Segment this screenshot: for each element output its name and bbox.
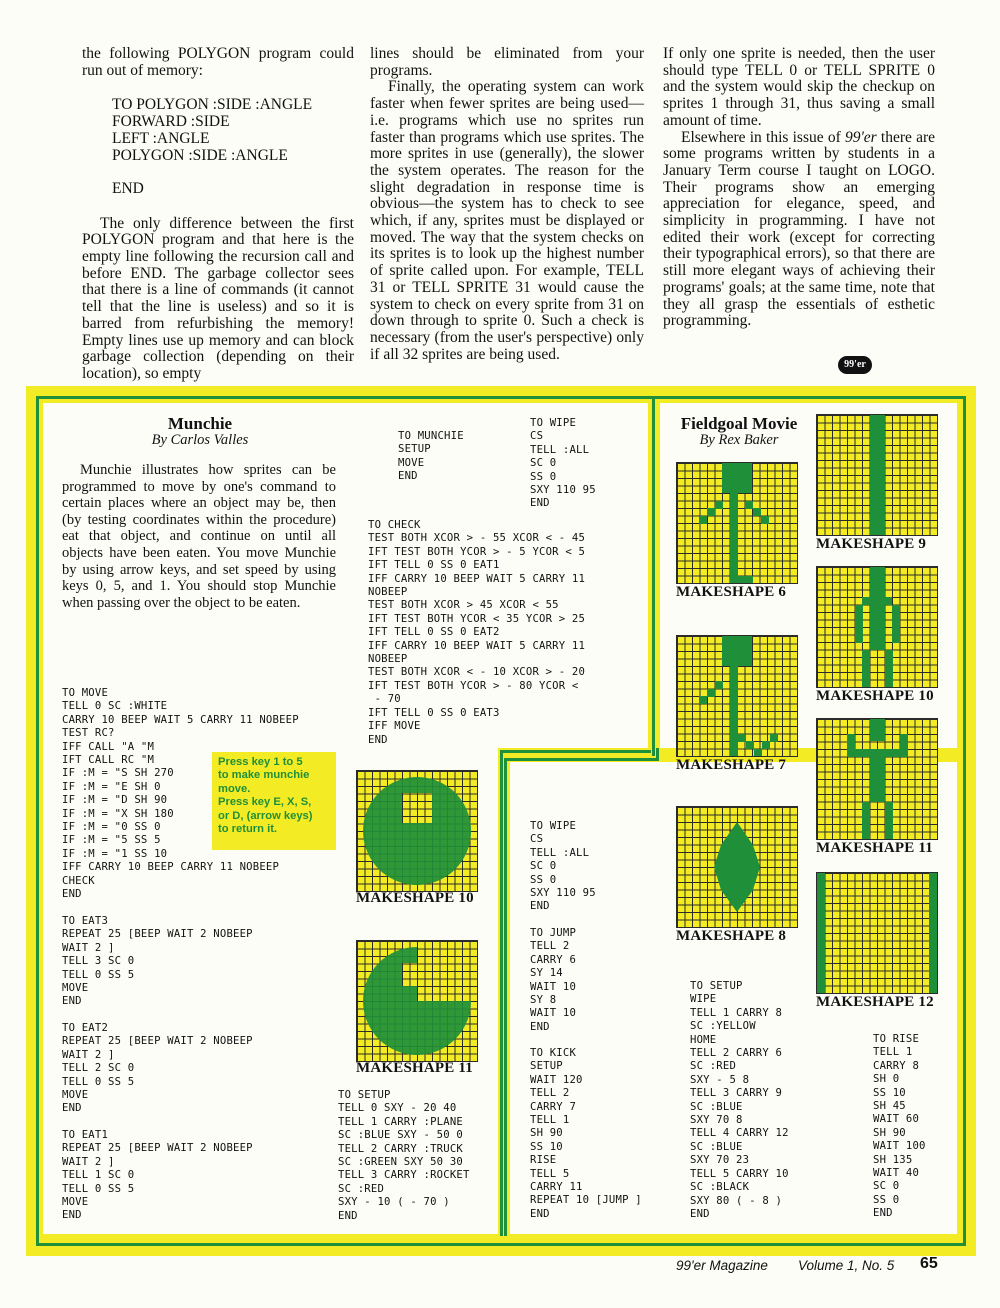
note-line: Press key E, X, S,: [218, 796, 312, 809]
code-to-munchie: TO MUNCHIE SETUP MOVE END: [398, 430, 464, 483]
munchie-open-sprite-drawing: [357, 941, 477, 1061]
code-to-move: TO MOVE TELL 0 SC :WHITE CARRY 10 BEEP WAIT 5 CARRY 11 NOBEEP TEST RC? IFF CALL "A "M IFT CALL RC "M IF :M = "S SH 270 IF :M = "E SH 0 IF :M = "D SH 90 IF :M = "X SH 180 IF :M = "0 SS 0 IF :M = "5 SS 5 IF :M = "1 SS 10 IFF CARRY 10 BEEP CARRY 11 NOBEEP CHECK END: [62, 687, 299, 901]
code-to-eat1: TO EAT1 REPEAT 25 [BEEP WAIT 2 NOBEEP WAIT 2 ] TELL 1 SC 0 TELL 0 SS 5 MOVE END: [62, 1129, 253, 1222]
fieldgoal-code-to-kick: TO KICK SETUP WAIT 120 TELL 2 CARRY 7 TELL 1 SH 90 SS 10 RISE TELL 5 CARRY 11 REPEAT 10 [JUMP ] END: [530, 1047, 642, 1220]
code-to-check: TO CHECK TEST BOTH XCOR > - 55 XCOR < - 45 IFT TEST BOTH YCOR > - 5 YCOR < 5 IFT TELL 0 SS 0 EAT1 IFF CARRY 10 BEEP WAIT 5 CARRY 11 NOBEEP TEST BOTH XCOR > 45 XCOR < 55 IFT TEST BOTH YCOR < 35 YCOR > 25 IFT TELL 0 SS 0 EAT2 IFF CARRY 10 BEEP WAIT 5 CARRY 11 NOBEEP TEST BOTH XCOR < - 10 XCOR > - 20 IFT TEST BOTH YCOR > - 80 YCOR < - 70 IFT TELL 0 SS 0 EAT3 IFF MOVE END: [368, 519, 586, 746]
frame-rule: [500, 750, 503, 1236]
makeshape-11-caption: MAKESHAPE 11: [356, 1060, 473, 1076]
note-line: or D, (arrow keys): [218, 809, 313, 822]
paragraph: the following POLYGON program could run out of memory:: [82, 45, 354, 79]
stick-figure-arms-up-drawing: [817, 719, 937, 839]
frame-rule: [656, 748, 659, 761]
paragraph: If only one sprite is needed, then the user should type TELL 0 or TELL SPRITE 0 and the system would skip the checkup on sprites 1 through 31, thus saving a small amount of time.: [663, 45, 935, 129]
makeshape-10-fieldgoal-grid: [816, 566, 938, 688]
fieldgoal-code-to-wipe: TO WIPE CS TELL :ALL SC 0 SS 0 SXY 110 95 END: [530, 820, 596, 913]
makeshape-8-caption: MAKESHAPE 8: [676, 928, 787, 944]
code-line: TO POLYGON :SIDE :ANGLE: [112, 96, 313, 114]
footer-magazine: 99'er Magazine: [676, 1258, 768, 1273]
makeshape-9-caption: MAKESHAPE 9: [816, 536, 927, 552]
makeshape-9-grid: [816, 414, 938, 536]
fieldgoal-code-to-setup: TO SETUP WIPE TELL 1 CARRY 8 SC :YELLOW HOME TELL 2 CARRY 6 SC :RED SXY - 5 8 TELL 3 CARRY 9 SC :BLUE SXY 70 8 TELL 4 CARRY 12 SC :BLUE SXY 70 23 TELL 5 CARRY 10 SC :BLACK SXY 80 ( - 8 ) END: [690, 980, 789, 1220]
article-column-2: [370, 46, 644, 363]
note-line: Press key 1 to 5: [218, 756, 303, 768]
frame-rule: [500, 750, 651, 753]
frame-rule: [36, 1243, 966, 1246]
makeshape-11-fieldgoal-grid: [816, 718, 938, 840]
paragraph: [663, 130, 935, 330]
makeshape-6-grid: [676, 462, 798, 584]
code-line: POLYGON :SIDE :ANGLE: [112, 146, 288, 164]
fieldgoal-code-to-rise: TO RISE TELL 1 CARRY 8 SH 0 SS 10 SH 45 WAIT 60 SH 90 WAIT 100 SH 135 WAIT 40 SC 0 SS 0 END: [873, 1033, 926, 1220]
code-line: END: [112, 179, 144, 197]
paragraph: Finally, the operating system can work faster when fewer sprites are being used—i.e. programs which use no sprites run faster than programs which use sprites. The more sprites in use (generally), the slower the system operates. The reason for the slight degradation in response time is obvious—the system has to check to see which, if any, sprites must be displayed or moved. The way that the system checks on its sprites is to look up the highest number of sprite called upon. For example, TELL 31 or TELL SPRITE 31 would cause the system to check on every sprite from 31 on down through to sprite 0. Such a check is necessary (from the user's perspective) only if all 32 sprites are being used.: [370, 78, 644, 363]
fieldgoal-title: Fieldgoal Movie: [680, 414, 798, 433]
frame-rule: [504, 758, 659, 761]
magazine-name: 99'er: [844, 128, 877, 146]
code-to-setup: TO SETUP TELL 0 SXY - 20 40 TELL 1 CARRY :PLANE SC :BLUE SXY - 50 0 TELL 2 CARRY :TRUCK SC :GREEN SXY 50 30 TELL 3 CARRY :ROCKET SC :RED SXY - 10 ( - 70 ) END: [338, 1089, 470, 1222]
article-column-1: [82, 46, 354, 383]
code-to-eat3: TO EAT3 REPEAT 25 [BEEP WAIT 2 NOBEEP WAIT 2 ] TELL 3 SC 0 TELL 0 SS 5 MOVE END: [62, 915, 253, 1008]
frame-rule: [504, 758, 507, 1236]
fieldgoal-byline: By Rex Baker: [699, 432, 779, 448]
makeshape-10-fieldgoal-caption: MAKESHAPE 10: [816, 688, 934, 704]
frame-rule: [652, 396, 655, 756]
munchie-description: Munchie illustrates how sprites can be programmed to move by one's command to certain places where an object may be, then (by testing coordinates within the procedure) eat that object, and continue on until all objects have been eaten. You move Munchie by using arrow keys, and set speed by using keys 0, 5, and 1. You should stop Munchie when passing over the object to be eaten.: [62, 462, 336, 611]
note-line: to make munchie: [218, 769, 310, 782]
fieldgoal-code-to-jump: TO JUMP TELL 2 CARRY 6 SY 14 WAIT 10 SY 8 WAIT 10 END: [530, 927, 577, 1033]
frame-rule: [36, 396, 39, 1246]
makeshape-12-grid: [816, 872, 938, 994]
makeshape-10-caption: MAKESHAPE 10: [356, 890, 474, 906]
code-to-wipe: TO WIPE CS TELL :ALL SC 0 SS 0 SXY 110 95 END: [530, 417, 596, 510]
end-mark-logo: 99'er: [838, 356, 872, 374]
stick-figure-standing-drawing: [677, 463, 797, 583]
munchie-byline: By Carlos Valles: [151, 432, 249, 448]
stick-figure-arms-down-drawing: [817, 567, 937, 687]
footer-volume: Volume 1, No. 5: [798, 1258, 895, 1273]
code-to-eat2: TO EAT2 REPEAT 25 [BEEP WAIT 2 NOBEEP WAIT 2 ] TELL 2 SC 0 TELL 0 SS 5 MOVE END: [62, 1022, 253, 1115]
code-line: LEFT :ANGLE: [112, 129, 210, 147]
text-run: Elsewhere in this issue of: [681, 128, 845, 146]
makeshape-11-munchie-grid: [356, 940, 478, 1062]
frame-rule: [36, 396, 966, 399]
border-sprite-drawing: [817, 873, 937, 993]
paragraph: lines should be eliminated from your programs.: [370, 45, 644, 79]
football-drawing: [677, 807, 797, 927]
article-column-3: [663, 46, 935, 330]
text-run: there are some programs written by students in a January Term course I taught on LOGO. Their programs show an emerging appreciation for elegance, speed, and simplicity in programming. I have not edited their work (except for correcting their typographical errors), so that there are still more elegant ways of achieving their programs' goals; at the same time, note that they all grasp the essentials of esthetic programming.: [663, 128, 935, 330]
makeshape-7-grid: [676, 635, 798, 757]
goalpost-drawing: [817, 415, 937, 535]
note-line: move.: [218, 782, 251, 795]
frame-rule: [963, 396, 966, 1246]
code-line: FORWARD :SIDE: [112, 113, 230, 131]
key-instructions-note: [212, 752, 336, 850]
makeshape-6-caption: MAKESHAPE 6: [676, 584, 787, 600]
makeshape-12-caption: MAKESHAPE 12: [816, 994, 934, 1010]
note-line: to return it.: [218, 823, 278, 836]
makeshape-7-caption: MAKESHAPE 7: [676, 757, 787, 773]
munchie-sprite-drawing: [357, 771, 477, 891]
munchie-title: Munchie: [167, 414, 233, 433]
polygon-code: [112, 97, 354, 197]
page-number: 65: [920, 1255, 938, 1272]
makeshape-11-fieldgoal-caption: MAKESHAPE 11: [816, 840, 933, 856]
paragraph: The only difference between the first POLYGON program and that here is the empty line following the recursion call and before END. The garbage collector sees that there is a line of commands (it cannot tell that the line is useless) and so it is barred from refurbishing the memory! Empty lines use up memory and can block garbage collection (depending on their location), so empty: [82, 214, 354, 382]
stick-figure-kicking-drawing: [677, 636, 797, 756]
makeshape-10-munchie-grid: [356, 770, 478, 892]
makeshape-8-grid: [676, 806, 798, 928]
